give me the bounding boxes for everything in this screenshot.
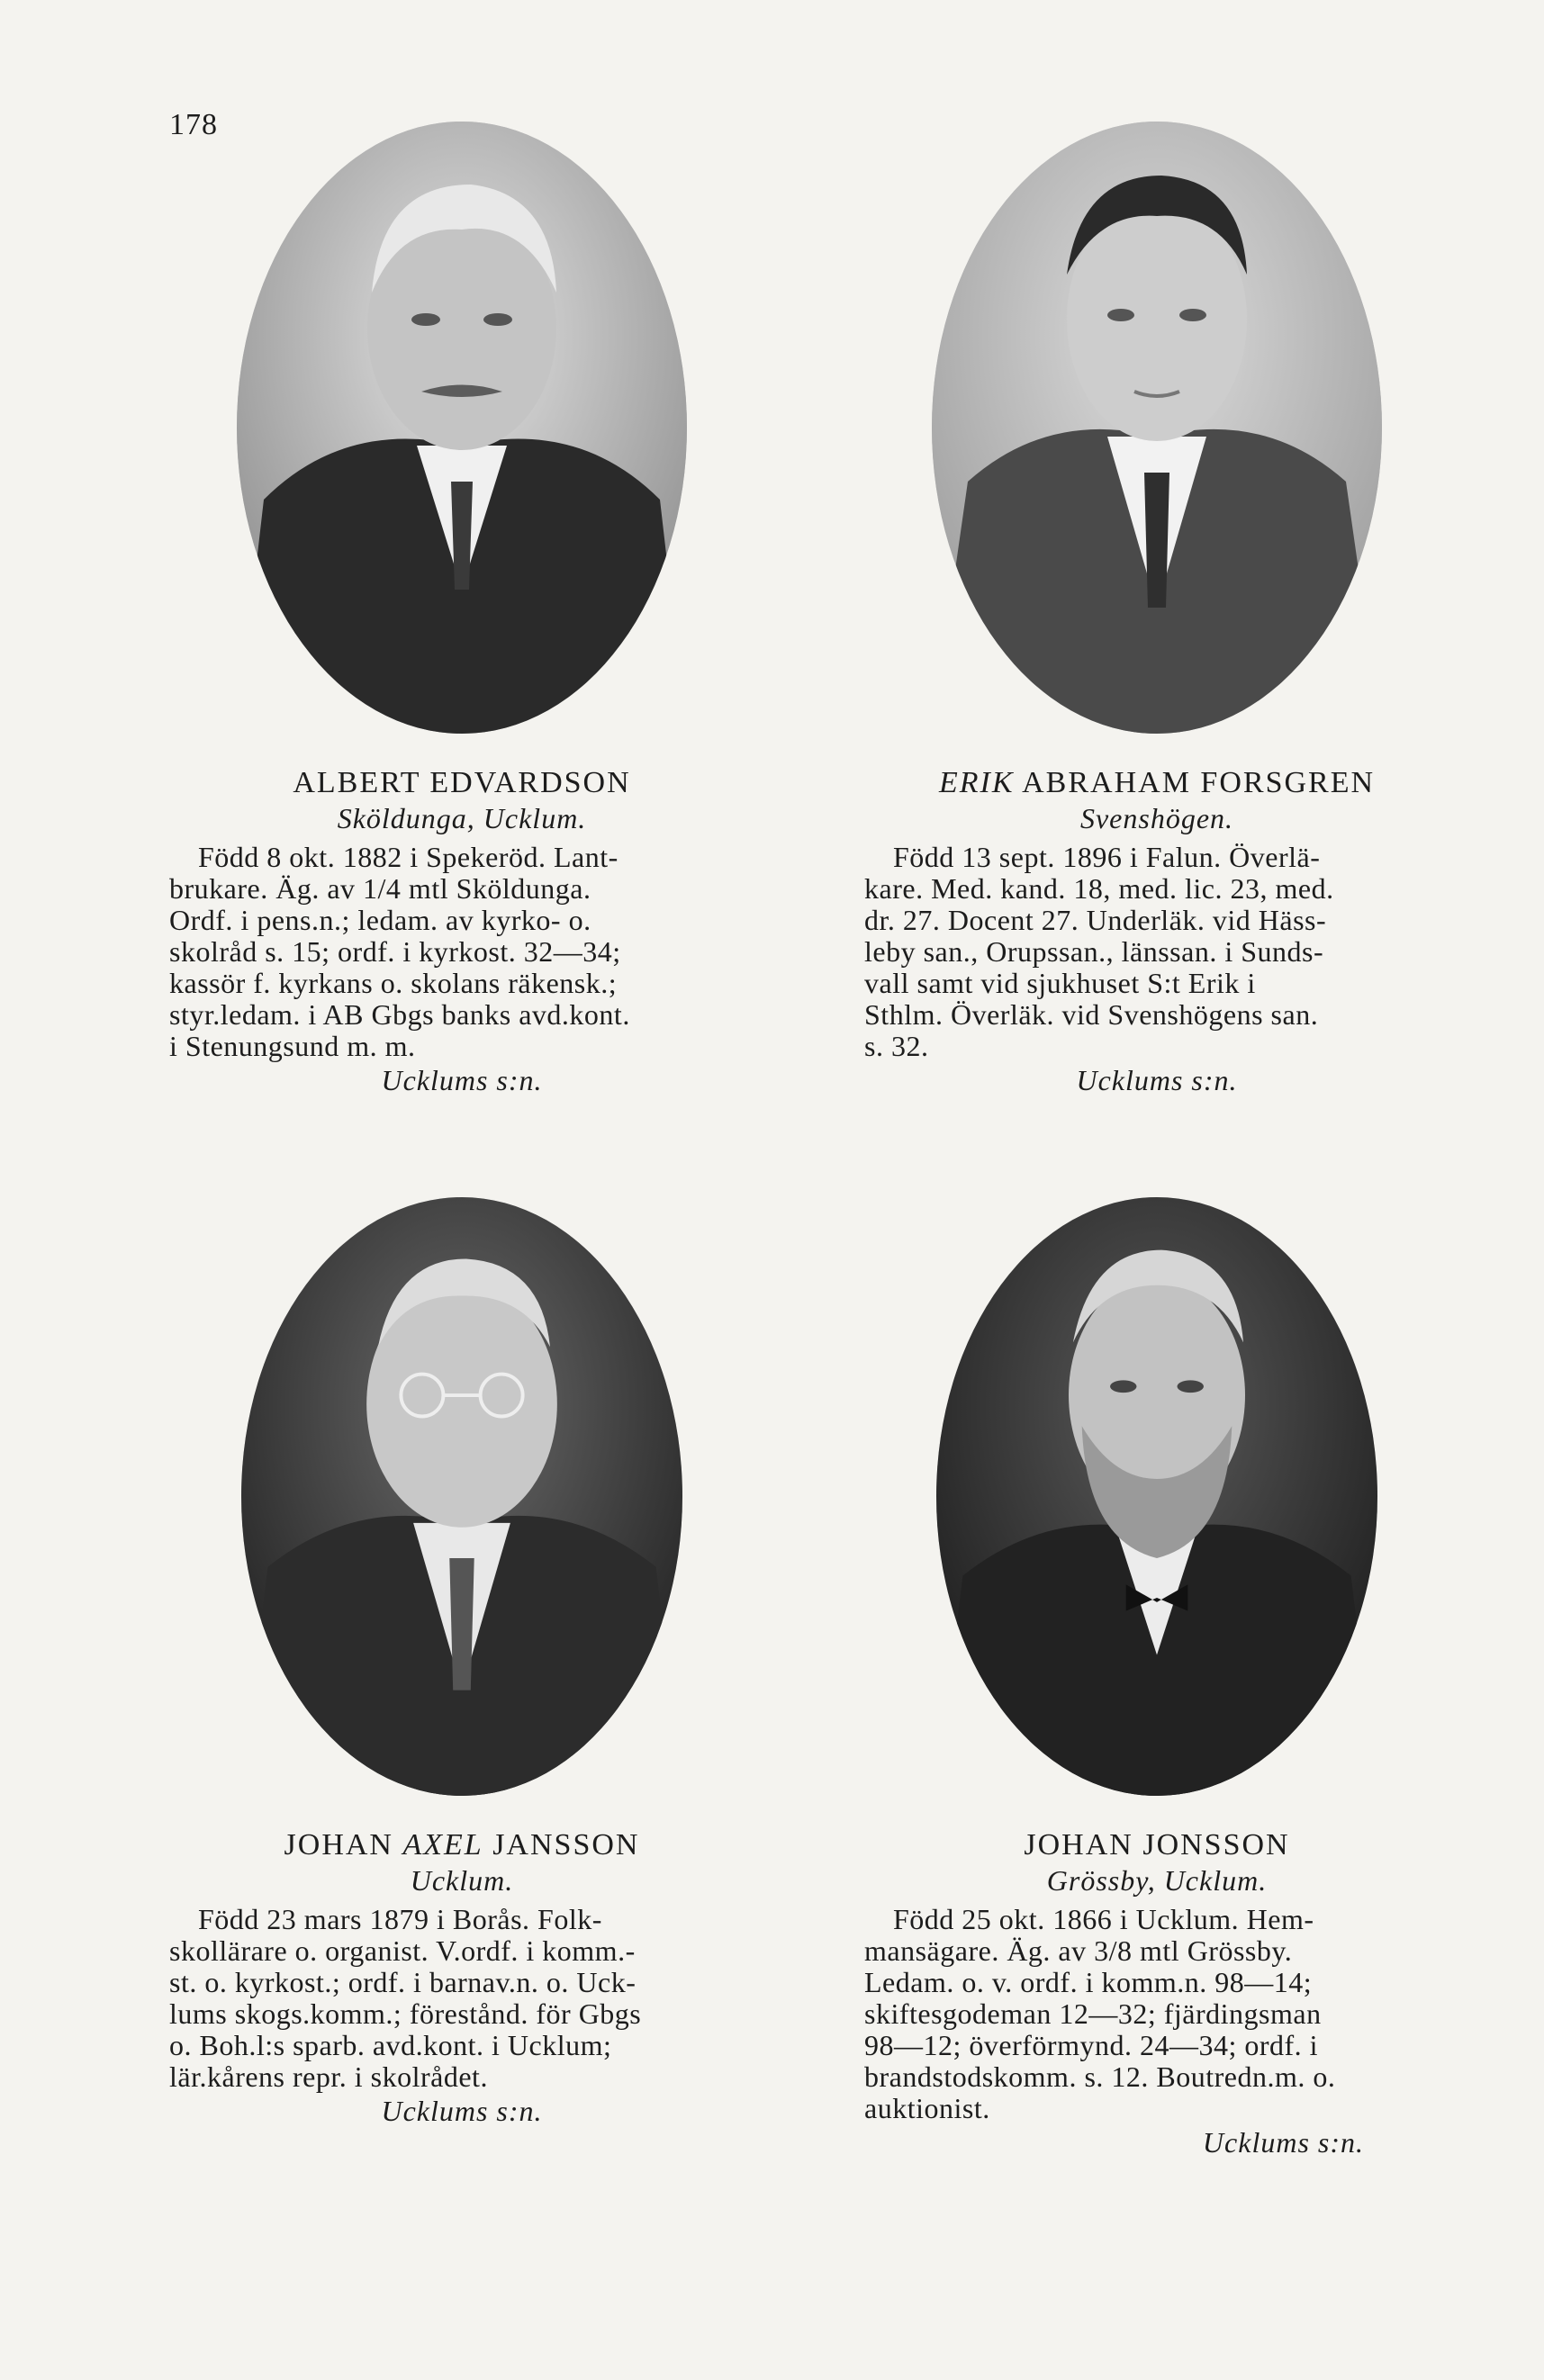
bio-line: skiftesgodeman 12—32; fjärdingsman: [864, 1997, 1322, 2030]
portrait-photo: [932, 122, 1382, 734]
bio-line: lär.kårens repr. i skolrådet.: [169, 2060, 488, 2093]
parish-signature: Ucklums s:n.: [1076, 1064, 1238, 1096]
parish-signature: Ucklums s:n.: [381, 2095, 543, 2127]
biography: [169, 1904, 754, 2093]
bio-line: brukare. Äg. av 1/4 mtl Sköldunga.: [169, 872, 591, 905]
name-rest: ABRAHAM FORSGREN: [1022, 766, 1376, 799]
person-name: [169, 1828, 754, 1862]
person-name: JOHAN JONSSON: [1024, 1828, 1290, 1862]
bio-line: s. 32.: [864, 1030, 929, 1062]
bio-line: Född 8 okt. 1882 i Spekeröd. Lant-: [198, 841, 619, 873]
bio-line: Ledam. o. v. ordf. i komm.n. 98—14;: [864, 1966, 1313, 1998]
bio-line: brandstodskomm. s. 12. Boutredn.m. o.: [864, 2060, 1336, 2093]
biography: [864, 1904, 1449, 2124]
bio-line: kassör f. kyrkans o. skolans räkensk.;: [169, 967, 618, 999]
bio-line: 98—12; överförmynd. 24—34; ordf. i: [864, 2029, 1319, 2061]
person-name: ALBERT EDVARDSON: [293, 766, 631, 799]
residence: Svenshögen.: [1079, 802, 1234, 834]
bio-line: o. Boh.l:s sparb. avd.kont. i Ucklum;: [169, 2029, 612, 2061]
biography: [864, 842, 1449, 1062]
page-number: 178: [169, 108, 218, 141]
parish-signature: Ucklums s:n.: [381, 1064, 543, 1096]
entry-johan-jonsson: [864, 1197, 1449, 2160]
entry-johan-axel-jansson: [169, 1197, 754, 2129]
parish-signature: Ucklums s:n.: [1202, 2126, 1364, 2159]
residence: Grössby, Ucklum.: [1046, 1864, 1268, 1897]
biography: [169, 842, 754, 1062]
bio-line: lums skogs.komm.; förestånd. för Gbgs: [169, 1997, 642, 2030]
bio-line: kare. Med. kand. 18, med. lic. 23, med.: [864, 872, 1334, 905]
bio-line: Ordf. i pens.n.; ledam. av kyrko- o.: [169, 904, 591, 936]
bio-line: i Stenungsund m. m.: [169, 1030, 416, 1062]
bio-line: Född 25 okt. 1866 i Ucklum. Hem-: [893, 1903, 1314, 1935]
bio-line: st. o. kyrkost.; ordf. i barnav.n. o. Uck-: [169, 1966, 637, 1998]
person-name: [864, 766, 1449, 800]
bio-line: skollärare o. organist. V.ordf. i komm.-: [169, 1934, 636, 1967]
residence: Sköldunga, Ucklum.: [337, 802, 587, 834]
name-middle: AXEL: [402, 1828, 483, 1862]
bio-line: styr.ledam. i AB Gbgs banks avd.kont.: [169, 998, 630, 1031]
name-first: JOHAN: [284, 1828, 393, 1862]
name-last: JANSSON: [492, 1828, 640, 1862]
bio-line: Sthlm. Överläk. vid Svenshögens san.: [864, 998, 1319, 1031]
bio-line: dr. 27. Docent 27. Underläk. vid Häss-: [864, 904, 1327, 936]
bio-line: mansägare. Äg. av 3/8 mtl Grössby.: [864, 1934, 1293, 1967]
portrait-photo: [241, 1197, 682, 1796]
bio-line: auktionist.: [864, 2092, 990, 2124]
portrait-photo: [936, 1197, 1377, 1796]
residence: Ucklum.: [410, 1864, 514, 1897]
name-first: ERIK: [938, 766, 1015, 799]
portrait-photo: [237, 122, 687, 734]
bio-line: leby san., Orupssan., länssan. i Sunds-: [864, 935, 1324, 968]
entry-albert-edvardson: [169, 122, 754, 1098]
bio-line: skolråd s. 15; ordf. i kyrkost. 32—34;: [169, 935, 621, 968]
entry-erik-abraham-forsgren: [864, 122, 1449, 1098]
bio-line: Född 13 sept. 1896 i Falun. Överlä-: [893, 841, 1321, 873]
bio-line: vall samt vid sjukhuset S:t Erik i: [864, 967, 1256, 999]
bio-line: Född 23 mars 1879 i Borås. Folk-: [198, 1903, 602, 1935]
